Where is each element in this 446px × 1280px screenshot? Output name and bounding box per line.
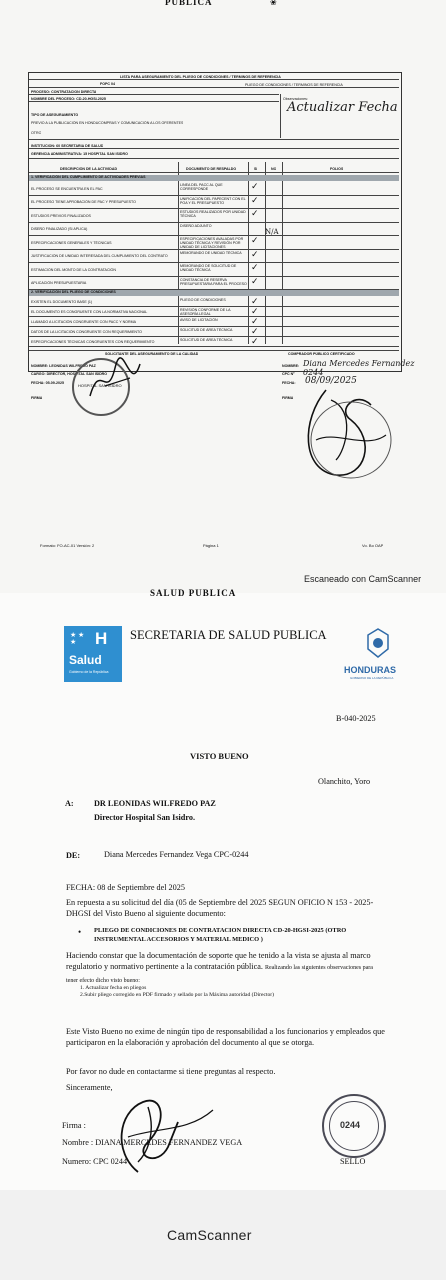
- checkmark-icon: ✓: [251, 327, 259, 337]
- cpc-label: CPC Nº: [282, 372, 295, 376]
- checkmark-icon: ✓: [251, 297, 259, 307]
- observaciones-label: Observaciones:: [283, 97, 308, 101]
- paragraph-3: Este Visto Bueno no exime de ningún tipo de responsabilidad a los funcionarios y empleados que participaron en la elaboración y aprobación del documento al que se otorga.: [66, 1027, 385, 1047]
- scan1-top-header: PUBLICA: [165, 0, 213, 7]
- place-label: Olanchito, Yoro: [318, 777, 371, 786]
- row-description: EL PROCESO TIENE APROBACIÓN DE PAC Y PRESUPUESTO: [31, 200, 136, 205]
- form-subtitle: PLIEGO DE CONDICIONES / TERMINOS DE REFERENCIA: [245, 83, 343, 87]
- row-document: SOLICITUD DE ÁREA TÉCNICA: [180, 338, 233, 342]
- checkmark-icon: ✓: [251, 249, 259, 260]
- col-doc: DOCUMENTO DE RESPALDO: [186, 167, 237, 171]
- cpc-hand: 0244: [303, 368, 324, 377]
- nombre-line: Nombre : DIANA MERCEDES FERNANDEZ VEGA: [62, 1138, 243, 1147]
- row-description: DATOS DE LA LICITACIÓN CONGRUENTE CON REQUERIMIENTO: [31, 330, 142, 334]
- row-description: EXISTEN EL DOCUMENTO BASE (1): [31, 300, 93, 304]
- row-description: ESPECIFICACIONES TÉCNICAS CONGRUENTES CON REQUERIMIENTO: [31, 340, 155, 344]
- row-description: ESPECIFICACIONES GENERALES Y TÉCNICAS: [31, 240, 112, 245]
- doc-title: VISTO BUENO: [190, 751, 249, 761]
- scan2-top-header: SALUD PUBLICA: [150, 588, 237, 598]
- fecha-comprador: FECHA:: [282, 381, 296, 385]
- checkmark-icon: ✓: [251, 317, 259, 327]
- form-title: LISTA PARA ASEGURAMIENTO DEL PLIEGO DE CONDICIONES / TERMINOS DE REFERENCIA: [120, 75, 281, 79]
- honduras-sub: GOBIERNO DE LA REPÚBLICA: [350, 676, 394, 680]
- table-row: [29, 326, 399, 327]
- honduras-label: HONDURAS: [344, 665, 397, 675]
- salud-logo: H ★ ★ ★ Salud Gobierno de la República: [64, 626, 122, 682]
- row-document: LINEA DEL PACC AL QUE CORRESPONDE: [180, 183, 223, 191]
- tipo-aseguramiento: TIPO DE ASEGURAMIENTO: [31, 113, 79, 117]
- checkmark-icon: ✓: [251, 182, 259, 192]
- row-description: EL DOCUMENTO ES CONGRUENTE CON LA NORMATIVA NACIONAL: [31, 310, 148, 314]
- honduras-crest-icon: [364, 627, 392, 659]
- col-folios: FOLIOS: [330, 167, 344, 171]
- table-row: [29, 346, 399, 347]
- page-number: Página 1: [203, 544, 219, 548]
- form-code: FOPC 04: [100, 82, 115, 86]
- comprador-header: COMPRADOR PÚBLICO CERTIFICADO: [288, 352, 355, 356]
- row-description: EL PROCESO SE ENCUENTRA EN EL PAC: [31, 186, 103, 191]
- row-document: REVISIÓN CONFORME DE LA ASESORÍA LEGAL: [180, 308, 231, 316]
- sinceramente: Sinceramente,: [66, 1083, 113, 1092]
- previo-label: PREVIO A LA PUBLICACIÓN EN HONDUCOMPRAS Y COMUNICACIÓN A LOS OFERENTES: [31, 121, 184, 125]
- numero-line: Numero: CPC 0244: [62, 1157, 128, 1166]
- de-name: Diana Mercedes Fernandez Vega CPC-0244: [104, 850, 249, 859]
- signature-solicitante: [85, 356, 145, 406]
- row-document: SOLICITUD DE ÁREA TÉCNICA: [180, 328, 233, 332]
- row-description: ESTIMACIÓN DEL MONTO DE LA CONTRATACIÓN: [31, 267, 116, 272]
- logo-stars-icon: ★ ★ ★: [70, 631, 85, 646]
- secretaria-title: SECRETARIA DE SALUD PUBLICA: [130, 628, 327, 642]
- section2-header: 2. VERIFICACIÓN DEL PLIEGO DE CONDICIONES: [29, 290, 399, 296]
- camscanner-label: CamScanner: [167, 1227, 252, 1243]
- vobo-label: Vo. Bo OAP: [362, 544, 384, 548]
- row-description: DISEÑO FINALIZADO (SI APLICA): [31, 227, 88, 232]
- table-row: [29, 316, 399, 317]
- firma-solicitante: FIRMA: [31, 396, 43, 400]
- row-description: ESTUDIOS PREVIOS FINALIZADOS: [31, 213, 91, 218]
- checkmark-icon: ✓: [251, 307, 259, 317]
- table-row: [29, 249, 399, 250]
- row-document: AVISO DE LICITACIÓN: [180, 318, 218, 322]
- row-description: APLICACIÓN PRESUPUESTARIA: [31, 281, 87, 286]
- row-description: LLAMADO A LICITACIÓN CONGRUENTE CON PACC Y NORMA: [31, 320, 136, 324]
- row-document: ESPECIFICACIONES AVALADAS POR UNIDAD TÉCNICA Y REVISIÓN POR UNIDAD DE LICITACIONES: [180, 237, 244, 249]
- scan1-crest-icon: ❀: [270, 0, 277, 7]
- escaneado-mark: Escaneado con CamScanner: [304, 574, 422, 584]
- obs-1: 1. Actualizar fecha en pliegos: [80, 985, 147, 991]
- firma-comprador: FIRMA: [282, 396, 294, 400]
- checkmark-icon: ✓: [251, 209, 259, 219]
- hospital-stamp: HOSPITAL SAN ISIDRO: [72, 358, 130, 416]
- signature-comprador: [296, 380, 396, 490]
- section1-header: 1. VERIFICACIÓN DEL CUMPLIMIENTO DE ACTIVIDADES PREVIAS: [29, 175, 399, 181]
- signature-diana: [108, 1092, 218, 1176]
- table-row: [29, 195, 399, 196]
- firma-label: Firma :: [62, 1121, 86, 1130]
- na-mark: N/A: [265, 228, 279, 236]
- checkmark-icon: ✓: [251, 195, 259, 206]
- nombre-solicitante: NOMBRE: LEONIDAS WILFREDO PAZ: [31, 364, 96, 368]
- table-row: [29, 276, 399, 277]
- gerencia-label: GERENCIA ADMINISTRATIVA: 15 HOSPITAL SAN ISIDRO: [31, 152, 128, 156]
- fecha-solicitante: FECHA: 05-09-2025: [31, 381, 64, 385]
- checkmark-icon: ✓: [251, 236, 259, 246]
- paragraph-2: Haciendo constar que la documentación de soporte que he tenido a la vista se ajusta al marco regulatorio y normativo pertinente a la contratación pública. Realizando las siguientes observaciones para tener efecto dicho visto bueno:: [66, 951, 373, 984]
- row-document: PLIEGO DE CONDICIONES: [180, 298, 226, 302]
- table-row: [29, 208, 399, 209]
- ref-number: B-040-2025: [336, 714, 376, 723]
- row-document: CONSTANCIA DE RESERVA PRESUPUESTARIA PARA EL PROCESO: [180, 277, 247, 286]
- row-document: DISEÑO ADJUNTO: [180, 223, 212, 228]
- sello-label: SELLO: [340, 1157, 366, 1166]
- row-description: JUSTIFICACIÓN DE UNIDAD INTERESADA DEL CUMPLIMIENTO DEL CONTRATO: [31, 254, 168, 259]
- table-row: [29, 235, 399, 236]
- table-row: [29, 222, 399, 223]
- bullet-item: PLIEGO DE CONDICIONES DE CONTRATACION DIRECTA CD-20-HGSI-2025 (OTRO INSTRUMENTAL ACCESORIOS Y MATERIAL MEDICO ): [94, 927, 347, 943]
- fecha-comprador-hand: 08/09/2025: [305, 376, 357, 386]
- bullet-icon: •: [78, 927, 82, 937]
- nombre-comprador: NOMBRE:: [282, 364, 300, 368]
- col-si: SI: [254, 167, 258, 171]
- nombre-proceso: NOMBRE DEL PROCESO: CD-20-HGSI-2025: [31, 97, 106, 101]
- col-no: NO: [271, 167, 277, 171]
- solicitante-header: SOLICITANTE DEL ASEGURAMIENTO DE LA CALIDAD: [105, 352, 199, 356]
- de-label: DE:: [66, 851, 81, 860]
- paragraph-4: Por favor no dude en contactarme si tiene preguntas al respecto.: [66, 1067, 276, 1076]
- cargo-solicitante: CARGO: DIRECTOR, HOSPITAL SAN ISIDRO: [31, 372, 108, 376]
- table-row: [29, 336, 399, 337]
- table-row: [29, 306, 399, 307]
- row-document: UNIFICACIÓN DEL PAPECENT CON EL POA Y EL PRESUPUESTO: [180, 196, 246, 205]
- cpc-stamp: 0244: [322, 1094, 386, 1158]
- row-document: MEMORANDO DE UNIDAD TÉCNICA: [180, 250, 242, 255]
- checkmark-icon: ✓: [251, 276, 259, 287]
- obs-handwritten: Actualizar Fecha: [287, 100, 398, 115]
- otro-label: OTRO: [31, 131, 42, 135]
- table-row: [29, 262, 399, 263]
- a-label: A:: [65, 799, 74, 808]
- nombre-comprador-hand: Diana Mercedes Fernandez: [303, 359, 415, 368]
- row-document: ESTUDIOS REALIZADOS POR UNIDAD TÉCNICA: [180, 210, 246, 218]
- a-name: DR LEONIDAS WILFREDO PAZ: [94, 799, 216, 808]
- col-desc: DESCRIPCIÓN DE LA ACTIVIDAD: [60, 167, 118, 171]
- form-format: Formato: FO-AC-01 Versión: 2: [40, 544, 95, 548]
- checkmark-icon: ✓: [251, 337, 259, 347]
- a-role: Director Hospital San Isidro.: [94, 813, 195, 822]
- paragraph-1: En repuesta a su solicitud del día (05 de Septiembre del 2025 SEGUN OFICIO N 153 - 2025-DHGSI del Visto Bueno al siguiente documento:: [66, 898, 374, 918]
- obs-2: 2.Subir pliego corregido en PDF firmado y sellado por la Máxima autoridad (Director): [80, 992, 275, 998]
- fecha-line: FECHA: 08 de Septiembre del 2025: [66, 883, 185, 892]
- checkmark-icon: ✓: [251, 263, 259, 273]
- row-document: MEMORANDO DE SOLICITUD DE UNIDAD TÉCNICA: [180, 264, 237, 272]
- proceso-label: PROCESO: CONTRATACION DIRECTA: [31, 90, 97, 94]
- institucion-label: INSTITUCION: 60 SECRETARIA DE SALUD: [31, 144, 104, 148]
